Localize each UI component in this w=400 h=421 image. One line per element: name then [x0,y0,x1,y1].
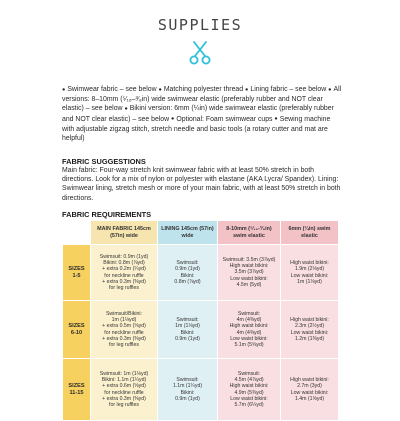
header-line: swim elastic [301,225,331,239]
column-header-wide-elastic [218,221,281,245]
cell-line: High waist bikini: [290,376,329,383]
cell-line: High waist bikini: [229,263,269,270]
size-cell [63,359,91,421]
supply-item: ● Swimwear fabric – see below [62,86,157,93]
cell-line: Swimsuit: 3.5m (3⅞yd) [222,256,276,263]
wide-elastic-cell [218,359,281,421]
cell-line: 5.1m (5⅝yd) [234,342,264,349]
main-fabric-cell [91,359,158,421]
cell-line: Swimsuit: [176,316,199,323]
cell-line: 2.3m (2½yd) [294,323,325,330]
cell-line: 1.1m (1¼yd) [172,383,203,390]
cell-line: 0.8m (⅞yd) [174,278,201,285]
cell-line: 0.9m (1yd) [175,335,200,342]
cell-line: 4m (4⅜yd) [236,316,262,323]
cell-line: Bikini: [180,272,195,279]
cell-line: Bikini: 1.1m (1¼yd) [101,376,147,383]
page-title: SUPPLIES [157,16,243,34]
cell-line: for leg ruffles [109,342,139,349]
cell-line: + extra 0.6m (⅝yd) [102,383,146,390]
supply-item: ● Lining fabric – see below [245,86,326,93]
cell-line: Low waist bikini: [290,329,329,336]
cell-line: Swimsuit: [176,259,199,266]
header-line: 145cm (57in) wide [181,225,214,239]
narrow-elastic-cell [281,245,339,301]
cell-line: Swimsuit: 1m (1⅛yd) [99,370,149,377]
cell-line: 2.7m (3yd) [297,383,322,390]
column-header-main-fabric [91,221,158,245]
cell-line: + extra 0.5m (⅝yd) [102,323,146,330]
cell-line: for neckline ruffle [104,329,144,336]
cell-line: 4.9m (5⅜yd) [234,389,264,396]
column-header-lining [158,221,218,245]
cell-line: Swimsuit/Bikini: [105,310,143,317]
column-header-narrow-elastic [281,221,339,245]
size-range: 11-15 [69,389,84,396]
cell-line: for neckline ruffle [104,272,144,279]
cell-line: for leg ruffles [109,402,139,409]
cell-line: Bikini: 0.8m (⅞yd) [103,259,145,266]
wide-elastic-cell [218,245,281,301]
cell-line: 1.9m (2⅛yd) [294,266,325,273]
header-line: MAIN FABRIC [97,225,133,232]
supply-item: ● Sewing machine with adjustable zigzag stitch, stretch needle and basic tools (a rotary cutter and mat are helpful) [62,116,330,142]
cell-line: 4.5m (5yd) [236,281,262,288]
cell-line: Low waist bikini: [290,389,329,396]
cell-line: 1m (1⅛yd) [297,278,322,285]
cell-line: Swimsuit: 0.9m (1yd) [99,253,149,260]
cell-line: Swimsuit: [237,370,261,377]
cell-line: Low waist bikini: [230,275,268,282]
table-row [63,245,339,301]
table-row [63,359,339,421]
cell-line: + extra 0.3m (⅜yd) [102,395,146,402]
cell-line: for leg ruffles [109,285,139,292]
supply-item: ● All versions: 8–10mm (⁵⁄₁₆–³⁄₈in) wide swimwear elastic (preferably rubber and NOT clear elastic) – see below [62,86,341,112]
narrow-elastic-cell [281,359,339,421]
cell-line: High waist bikini: [290,259,329,266]
lining-cell [158,301,218,359]
cell-line: Bikini: [180,329,195,336]
cell-line: 0.9m (1yd) [175,395,200,402]
size-cell [63,245,91,301]
cell-line: + extra 0.2m (¼yd) [102,266,146,273]
supply-item: ● Optional: Foam swimwear cups [171,116,272,123]
cell-line: Low waist bikini: [230,395,268,402]
table-row [63,301,339,359]
size-range: 1-5 [72,272,81,279]
header-line: swim elastic [233,232,265,239]
main-fabric-cell [91,301,158,359]
cell-line: 5.7m (6¼yd) [234,402,264,409]
table-header-row [63,221,339,245]
cell-line: 0.9m (1yd) [175,266,200,273]
header-line: LINING [161,225,180,232]
main-fabric-cell [91,245,158,301]
cell-line: + extra 0.3m (⅜yd) [102,335,146,342]
cell-line: High waist bikini: [290,316,329,323]
supply-item: ● Bikini version: 6mm (¼in) wide swimwear elastic (preferably rubber and NOT clear elastic) – see below [62,105,334,122]
fabric-suggestions-heading: FABRIC SUGGESTIONS [62,157,146,166]
scissors-icon [187,40,213,66]
cell-line: Bikini: [180,389,195,396]
size-label: SIZES [68,382,85,389]
cell-line: 1.2m (1⅜yd) [294,335,325,342]
header-line: 145cm (57in) wide [110,225,151,239]
supplies-list [62,85,344,143]
narrow-elastic-cell [281,301,339,359]
cell-line: High waist bikini: [229,383,269,390]
lining-cell [158,245,218,301]
cell-line: for neckline ruffle [104,389,144,396]
cell-line: 4.5m (4⅞yd) [234,376,264,383]
cell-line: + extra 0.3m (⅜yd) [102,278,146,285]
cell-line: Swimsuit: [176,376,199,383]
fabric-requirements-heading: FABRIC REQUIREMENTS [62,210,152,219]
cell-line: 4m (4⅜yd) [236,329,262,336]
wide-elastic-cell [218,301,281,359]
header-line: 6mm (¼in) [288,225,316,232]
cell-line: Low waist bikini: [290,272,329,279]
header-line: 8-10mm (⁵⁄₁₆-³⁄₈in) [226,225,272,232]
fabric-requirements-table [62,220,339,421]
cell-line: 3.5m (3⅞yd) [234,269,264,276]
page-header [0,16,400,66]
lining-cell [158,359,218,421]
supply-item: ● Matching polyester thread [158,86,243,93]
fabric-suggestions-text: Main fabric: Four-way stretch knit swimwear fabric with at least 50% stretch in both directions. Look for a mix of nylon or polyester with elastane (AKA Lycra/ Spandex). Lining: Swimwear lining, stretch mesh or more of your main fabric, with at least 50% stretch in both directions. [62,167,341,202]
size-range: 6-10 [70,329,83,336]
cell-line: 1.4m (1⅝yd) [294,395,325,402]
cell-line: Swimsuit: [237,310,261,317]
size-cell [63,301,91,359]
size-label: SIZES [68,322,85,329]
cell-line: High waist bikini: [229,323,269,330]
cell-line: Low waist bikini: [230,335,268,342]
table-corner [63,221,91,245]
cell-line: 1m (1⅛yd) [175,323,200,330]
size-label: SIZES [68,265,85,272]
cell-line: 1m (1⅛yd) [111,316,137,323]
